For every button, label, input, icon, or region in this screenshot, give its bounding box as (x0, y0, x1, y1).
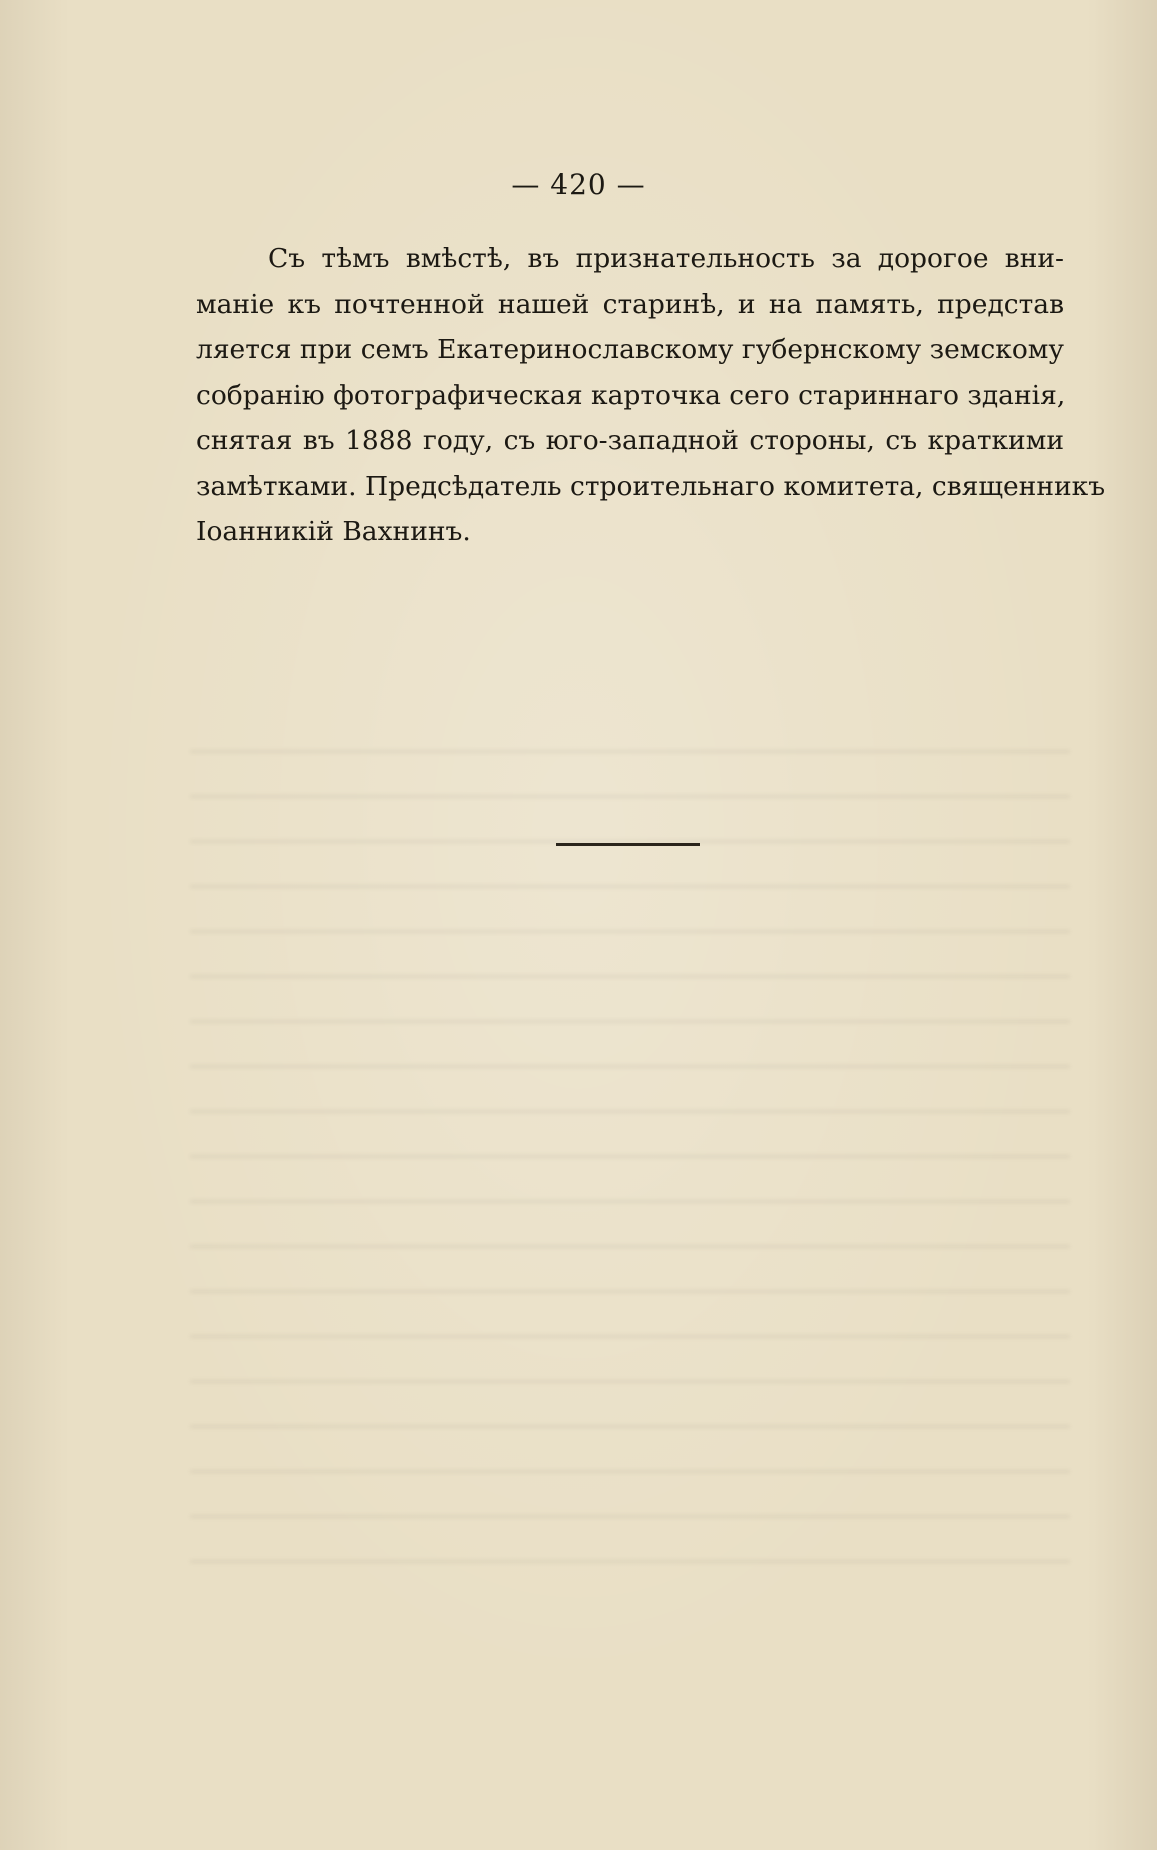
page-number: — 420 — (511, 168, 646, 201)
body-paragraph (196, 236, 1106, 555)
paragraph-line: замѣтками. Предсѣдатель строительнаго комитета, священникъ (196, 470, 1106, 502)
show-through-texture (190, 720, 1070, 1580)
paragraph-line: снятая въ 1888 году, съ юго-западной стороны, съ краткими (196, 425, 1064, 456)
paragraph-line: Іоанникій Вахнинъ. (196, 516, 471, 547)
paragraph-line: ляется при семъ Екатеринославскому губернскому земскому (196, 334, 1064, 365)
paragraph-line: маніе къ почтенной нашей старинѣ, и на память, представ (196, 288, 1064, 320)
section-divider (556, 843, 700, 846)
paragraph-line: собранію фотографическая карточка сего стариннаго зданія, (196, 379, 1066, 411)
paragraph-line: Съ тѣмъ вмѣстѣ, въ признательность за дорогое вни- (268, 243, 1064, 274)
